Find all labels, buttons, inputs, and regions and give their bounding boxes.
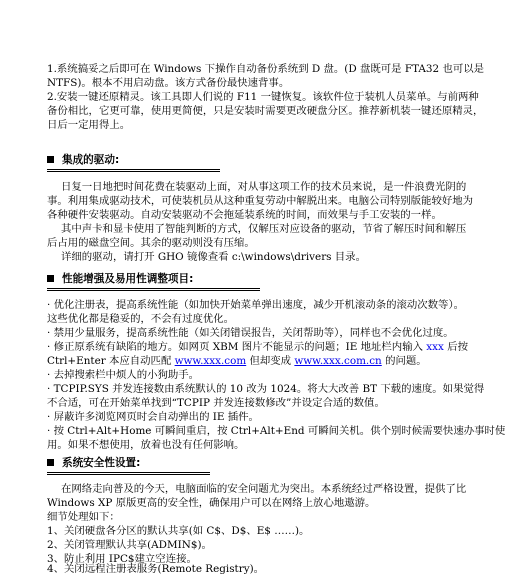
security-item-2: 2、关闭管理默认共享(ADMIN$)。 <box>47 539 212 551</box>
intro-item-2-line-2: 备份相比，它更可靠，使用更简便，只是安装时需要更改硬盘分区。推荐新机装一键还原精灵， <box>47 105 484 117</box>
drivers-para-3: 详细的驱动，请打开 GHO 镜像查看 c:\windows\drivers 目录。 <box>61 251 366 263</box>
perf-bullet-3-line-2-text-a: Ctrl+Enter 本应自动匹配 <box>47 355 175 367</box>
drivers-heading-rule <box>47 169 220 172</box>
perf-bullet-5-line-1: · TCPIP.SYS 并发连接数由系统默认的 10 改为 1024。将大大改善 BT 下载的速度。如果觉得 <box>47 383 485 395</box>
perf-bullet-3-line-2-text-b: 但却变成 <box>246 355 295 367</box>
security-heading <box>47 456 467 470</box>
square-bullet-icon <box>47 275 54 282</box>
security-para-1-line-2: Windows XP 原版更高的安全性，确保用户可以在网络上放心地遨游。 <box>47 497 376 509</box>
intro-item-1-line-2: NTFS)。根本不用启动盘。该方式备份最快速背事。 <box>47 77 290 89</box>
perf-bullet-3-line-2-text-c: 的问题。 <box>381 355 427 367</box>
drivers-para-2-line-2: 后占用的磁盘空间。其余的驱动则没有压缩。 <box>47 237 255 249</box>
intro-item-1-line-1: 1.系统搞妥之后即可在 Windows 下操作自动备份系统到 D 盘。(D 盘既可是 FTA32 也可以是 <box>47 63 485 75</box>
perf-bullet-2-line-1: · 禁用少量服务，提高系统性能（如关闭错误报告，关闭帮助等），同样也不会优化过度。 <box>47 327 454 339</box>
intro-item-2-line-1: 2.安装一键还原精灵。该工具即人们说的 F11 一键恢复。该软件位于装机人员菜单。与前两种 <box>47 91 479 103</box>
www-xxx-com-link[interactable]: www.xxx.com <box>174 355 247 367</box>
perf-bullet-4-line-1: · 去掉搜索栏中烦人的小狗助手。 <box>47 369 200 381</box>
perf-bullet-7-line-2: 用。如果不想使用，放着也没有任何影响。 <box>47 439 245 451</box>
perf-bullet-5-line-2: 不合适，可在开始菜单找到“TCPIP 并发连接数修改”并设定合适的数值。 <box>47 397 385 409</box>
security-heading-rule <box>47 472 210 475</box>
security-item-4: 4、关闭远程注册表服务(Remote Registry)。 <box>47 563 265 575</box>
security-item-3: 3、防止利用 IPC$建立空连接。 <box>47 553 197 565</box>
security-para-1-line-1: 在网络走向普及的今天，电脑面临的安全问题尤为突出。本系统经过严格设置，提供了比 <box>61 483 467 495</box>
drivers-heading <box>47 153 467 167</box>
drivers-para-1-line-2: 事。利用集成驱动技术，可使装机员从这种重复劳动中解脱出来。电脑公司特别版能较好地为 <box>47 195 474 207</box>
drivers-para-2-line-1: 其中声卡和显卡使用了智能判断的方式，仅解压对应设备的驱动，节省了解压时间和解压 <box>61 223 467 235</box>
perf-bullet-3-text-b: 后按 <box>443 341 468 353</box>
perf-heading-rule <box>47 288 260 291</box>
drivers-para-1-line-3: 各种硬件安装驱动。自动安装驱动不会拖延装系统的时间，而效果与手工安装的一样。 <box>47 209 442 221</box>
perf-bullet-6-line-1: · 屏蔽许多浏览网页时会自动弹出的 IE 插件。 <box>47 411 259 423</box>
drivers-para-1-line-1: 日复一日地把时间花费在装驱动上面，对从事这项工作的技术员来说，是一件浪费光阴的 <box>61 181 467 193</box>
square-bullet-icon <box>47 156 54 163</box>
perf-bullet-3-text-a: · 修正原系统有缺陷的地方。如网页 XBM 图片不能显示的问题；IE 地址栏内输入 <box>47 341 427 353</box>
perf-bullet-7-line-1: · 按 Ctrl+Alt+Home 可瞬间重启，按 Ctrl+Alt+End 可瞬间关机。供个别时候需要快速办事时使 <box>47 425 505 437</box>
security-item-1: 1、关闭硬盘各分区的默认共享(如 C$、D$、E$ ……)。 <box>47 525 310 537</box>
perf-bullet-1-line-2: 这些优化都是稳妥的，不会有过度优化。 <box>47 313 235 325</box>
drivers-heading-text: 集成的驱动: <box>62 154 120 166</box>
www-xxx-com-cn-link[interactable]: www.xxx.com.cn <box>294 355 382 367</box>
perf-bullet-3-line-2 <box>47 354 467 368</box>
intro-item-2-line-3: 日后一定用得上。 <box>47 119 131 131</box>
perf-bullet-1-line-1: · 优化注册表，提高系统性能（如加快开始菜单弹出速度，减少开机滚动条的滚动次数等）。 <box>47 299 465 311</box>
security-para-2: 细节处理如下： <box>47 511 120 523</box>
security-heading-text: 系统安全性设置: <box>62 457 141 469</box>
perf-heading <box>47 272 467 286</box>
perf-heading-text: 性能增强及易用性调整项目: <box>62 273 194 285</box>
square-bullet-icon <box>47 459 54 466</box>
perf-bullet-3-line-1 <box>47 340 467 354</box>
perf-bullet-3-blue-text: xxx <box>426 341 444 353</box>
